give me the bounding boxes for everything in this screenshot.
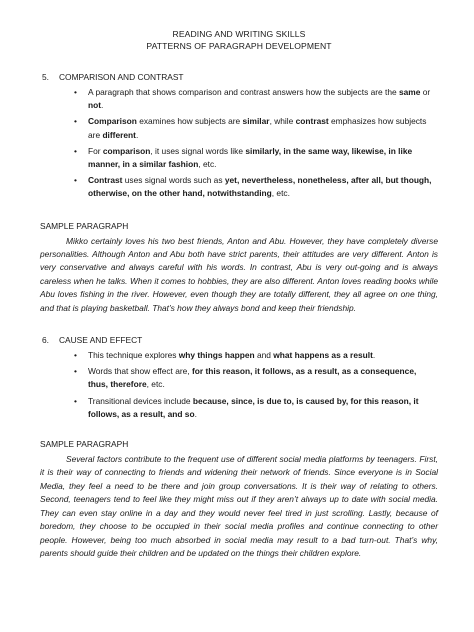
bold-term: not	[88, 100, 102, 111]
bullet-text: .	[194, 408, 197, 419]
topic-title: PATTERNS OF PARAGRAPH DEVELOPMENT	[146, 41, 332, 51]
section-6-heading	[42, 335, 438, 345]
bullet-text: Transitional devices include	[88, 395, 193, 406]
bold-term: contrast	[295, 116, 329, 127]
section-6-title: CAUSE AND EFFECT	[59, 335, 143, 346]
bold-term: Contrast	[88, 175, 123, 186]
bold-term: similarly, in the same way, likewise, in like manner, in a similar fashion	[88, 145, 413, 170]
bullet-item	[74, 174, 438, 200]
bold-term: yet, nevertheless, nonetheless, after all, but though, otherwise, on the other hand, notwithstanding	[88, 175, 432, 199]
section-5-bullets	[40, 86, 438, 201]
bullet-text: , while	[269, 116, 296, 127]
bullet-text: .	[135, 129, 139, 140]
bullet-text: .	[101, 100, 104, 111]
section-5-heading	[42, 72, 438, 82]
bullet-item	[74, 145, 438, 171]
section-5-sample-paragraph: Mikko certainly loves his two best friends, Anton and Abu. However, they have completely diverse personalities. Although Anton and Abu both have strict parents, their attitudes are very different. Anton is very conservative and always careful with his words. In contrast, Abu is very out-going and is always careless when he talks. When it comes to hobbies, they are also different. Anton loves reading books while Abu loves fishing in the river. However, even though they are totally different, they all agree on one thing, and that is playing basketball. That’s how they always bond and keep their friendship.	[40, 235, 438, 313]
bullet-text: For	[88, 145, 103, 156]
section-6-bullets	[40, 349, 438, 421]
bullet-item	[74, 365, 438, 391]
bullet-item	[74, 395, 438, 421]
bullet-item	[74, 115, 438, 141]
bullet-text: A paragraph that shows comparison and contrast answers how the subjects are the	[88, 87, 399, 97]
section-5-number: 5.	[42, 72, 49, 82]
bullet-icon: •	[74, 175, 77, 186]
bullet-text: , etc.	[198, 159, 217, 170]
section-6-number: 6.	[42, 335, 49, 346]
bullet-text: uses signal words such as	[122, 175, 225, 186]
bullet-icon: •	[74, 366, 77, 377]
bold-term: similar	[242, 116, 270, 127]
bold-term: because, since, is due to, is caused by, for this reason, it follows, as a result, and so	[88, 395, 419, 419]
bullet-text: examines how subjects are	[136, 116, 243, 127]
bold-term: for this reason, it follows, as a result, as a consequence, thus, therefore	[88, 366, 417, 390]
section-5-sample-heading: SAMPLE PARAGRAPH	[40, 220, 129, 231]
bold-term: what happens as a result	[273, 350, 373, 361]
bullet-text: , it uses signal words like	[150, 145, 246, 156]
course-title: READING AND WRITING SKILLS	[172, 29, 306, 39]
bullet-icon: •	[74, 395, 77, 406]
bold-term: different	[102, 129, 136, 140]
bullet-text: .	[372, 350, 376, 361]
bold-term: Comparison	[88, 116, 137, 127]
bullet-item	[74, 349, 438, 362]
bullet-item	[74, 86, 438, 112]
bullet-text: , etc.	[271, 188, 290, 199]
bullet-text: This technique explores	[88, 350, 179, 361]
section-6-sample-paragraph: Several factors contribute to the frequent use of different social media platforms by teenagers. First, it is their way of connecting to friends and widening their network of friends. Since everyone is in Social Media, they feel a need to be there and join group conversations. It is their way of relating to others. Second, teenagers tend to feel like they might miss out if they aren’t always up to date with social media. They can even stay online in a day and they would never feel tired in just scrolling. Lastly, because of boredom, they choose to be occupied in their social media profiles and continue connecting to other people. However, being too much absorbed in social media may result to a bad turn-out. That’s why, parents should guide their children and be updated on the things their children explore.	[40, 454, 438, 558]
section-6-sample-heading: SAMPLE PARAGRAPH	[40, 439, 129, 450]
bullet-icon: •	[74, 350, 77, 361]
bullet-text: Words that show effect are,	[88, 366, 192, 377]
bullet-text: or	[420, 87, 431, 97]
bold-term: why things happen	[178, 350, 255, 361]
bullet-icon: •	[74, 145, 77, 156]
section-5-title: COMPARISON AND CONTRAST	[59, 72, 184, 82]
bullet-icon: •	[74, 116, 77, 127]
bullet-text: , etc.	[146, 379, 165, 390]
bold-term: same	[398, 87, 421, 97]
bullet-icon: •	[74, 87, 77, 97]
bold-term: comparison	[102, 145, 151, 156]
document-title	[40, 28, 438, 52]
bullet-text: and	[254, 350, 274, 361]
bullet-text: emphasizes how subjects are	[88, 116, 427, 140]
